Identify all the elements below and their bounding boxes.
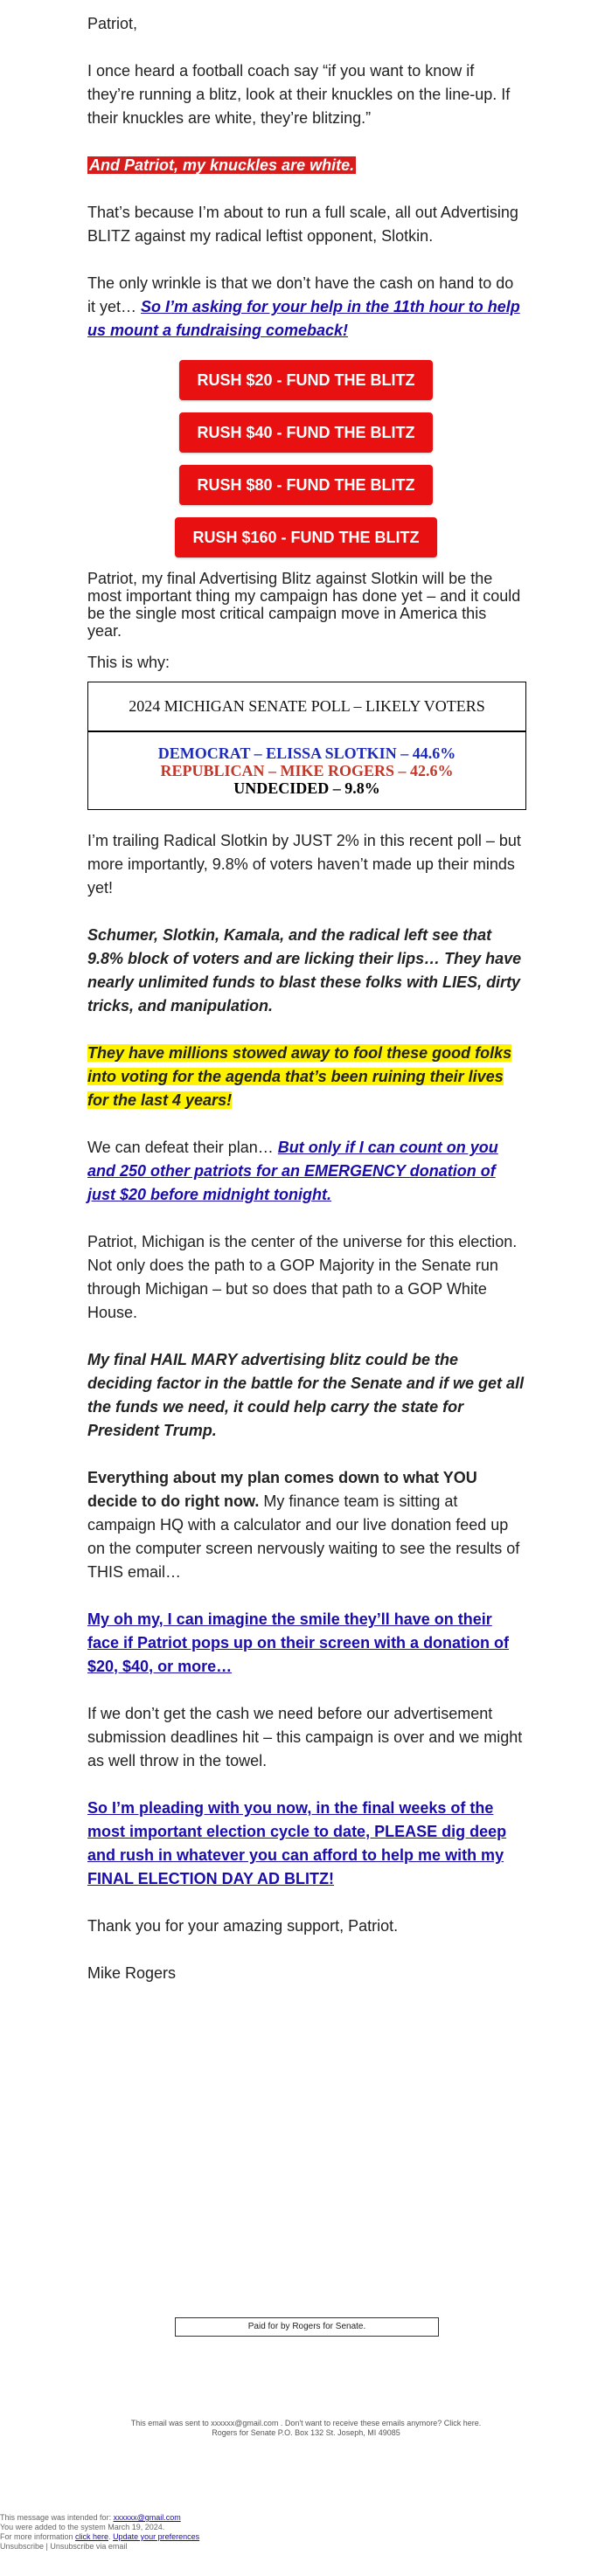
paragraph-wrinkle (87, 272, 525, 343)
intended-email-link[interactable]: xxxxxx@gmail.com (113, 2513, 181, 2522)
smile-donation-link[interactable]: My oh my, I can imagine the smile they’ll have on their face if Patriot pops up on their screen with a donation of $20, $40, or more… (87, 1610, 510, 1675)
more-info-prefix: For more information (0, 2532, 76, 2541)
plan-rest-text: My finance team is sitting at campaign HQ with a calculator and our live donation feed up on the computer screen nervously waiting to see the results of THIS email… (87, 1492, 520, 1581)
highlight-knuckles: And Patriot, my knuckles are white. (89, 156, 355, 174)
defeat-text: We can defeat their plan… (87, 1139, 278, 1156)
paragraph-smile (87, 1608, 525, 1679)
paragraph-schumer: Schumer, Slotkin, Kamala, and the radical left see that 9.8% block of voters and are licking their lips… They have nearly unlimited funds to blast these folks with LIES, dirty tricks, and manipulation. (87, 926, 522, 1014)
paid-for-box: Paid for by Rogers for Senate. (175, 2317, 439, 2337)
paragraph-hail-mary: My final HAIL MARY advertising blitz could be the deciding factor in the battle for the Senate and if we get all the funds we need, it could help carry the state for President Trump. (87, 1351, 525, 1439)
paragraph-knuckles (87, 154, 525, 177)
footer-sent-to: This email was sent to xxxxxx@gmail.com . Don't want to receive these emails anymore? Click here. (130, 2419, 482, 2427)
donation-buttons (87, 360, 525, 557)
highlight-millions: They have millions stowed away to fool these good folks into voting for the agenda that’s been ruining their lives for the last 4 years! (87, 1044, 512, 1109)
paragraph-thanks: Thank you for your amazing support, Patriot. (87, 1917, 399, 1935)
footer-more-info: For more information click here. Update your preferences (0, 2532, 200, 2541)
poll-results (88, 732, 525, 809)
paragraph-millions (87, 1042, 525, 1112)
paragraph-final-blitz: Patriot, my final Advertising Blitz against Slotkin will be the most important thing my campaign has done yet – and it could be the single most critical campaign move in America this year. (87, 570, 521, 640)
rush-160-button[interactable]: RUSH $160 - FUND THE BLITZ (175, 517, 436, 557)
rush-20-button[interactable]: RUSH $20 - FUND THE BLITZ (179, 360, 432, 400)
footer-address: Rogers for Senate P.O. Box 132 St. Joseph, MI 49085 (212, 2428, 400, 2437)
footer-unsubscribe[interactable]: Unsubscribe | Unsubscribe via email (0, 2542, 128, 2551)
footer-intended (0, 2513, 199, 2523)
poll-title: 2024 MICHIGAN SENATE POLL – LIKELY VOTERS (88, 682, 525, 732)
rush-80-button[interactable]: RUSH $80 - FUND THE BLITZ (179, 465, 432, 505)
paragraph-why: This is why: (87, 654, 170, 671)
poll-democrat: DEMOCRAT – ELISSA SLOTKIN – 44.6% (157, 744, 456, 762)
paragraph-coach: I once heard a football coach say “if you want to know if they’re running a blitz, look at their knuckles on the line-up. If their knuckles are white, they’re blitzing.” (87, 62, 511, 127)
paragraph-towel: If we don’t get the cash we need before our advertisement submission deadlines hit – this campaign is over and we might as well throw in the towel. (87, 1705, 523, 1769)
rush-40-button[interactable]: RUSH $40 - FUND THE BLITZ (179, 412, 432, 453)
click-here-link[interactable]: click here (75, 2532, 109, 2541)
footer-notice (0, 2419, 612, 2438)
poll-table (87, 682, 526, 810)
greeting: Patriot, (87, 15, 138, 32)
paragraph-plan (87, 1466, 525, 1584)
poll-undecided: UNDECIDED – 9.8% (233, 779, 380, 797)
paragraph-blitz: That’s because I’m about to run a full scale, all out Advertising BLITZ against my radical leftist opponent, Slotkin. (87, 204, 518, 245)
emergency-donation-link[interactable]: But only if I can count on you and 250 other patriots for an EMERGENCY donation of just $20 before midnight tonight. (87, 1139, 498, 1203)
wrinkle-text: The only wrinkle is that we don’t have the cash on hand to do it yet… (87, 274, 514, 315)
plan-bold-text: Everything about my plan comes down to what YOU decide to do right now. (87, 1469, 477, 1510)
paragraph-michigan: Patriot, Michigan is the center of the universe for this election. Not only does the path to a GOP Majority in the Senate run through Michigan – but so does that path to a GOP White House. (87, 1233, 518, 1321)
fundraising-comeback-link[interactable]: So I’m asking for your help in the 11th hour to help us mount a fundraising comeback! (87, 298, 520, 339)
paragraph-defeat (87, 1136, 525, 1207)
poll-republican: REPUBLICAN – MIKE ROGERS – 42.6% (160, 762, 454, 779)
paragraph-pleading (87, 1797, 525, 1891)
email-body (87, 0, 525, 1985)
update-preferences-link[interactable]: Update your preferences (113, 2532, 200, 2541)
intended-prefix: This message was intended for: (0, 2513, 114, 2522)
ad-blitz-link[interactable]: So I’m pleading with you now, in the final weeks of the most important election cycle to date, PLEASE dig deep and rush in whatever you can afford to help me with my FINAL ELECTION DAY AD BLITZ! (87, 1799, 507, 1887)
footer-system (0, 2513, 199, 2552)
signature: Mike Rogers (87, 1964, 177, 1982)
footer-added: You were added to the system March 19, 2024. (0, 2523, 165, 2531)
paragraph-trailing: I’m trailing Radical Slotkin by JUST 2% in this recent poll – but more importantly, 9.8% of voters haven’t made up their minds yet! (87, 832, 521, 897)
